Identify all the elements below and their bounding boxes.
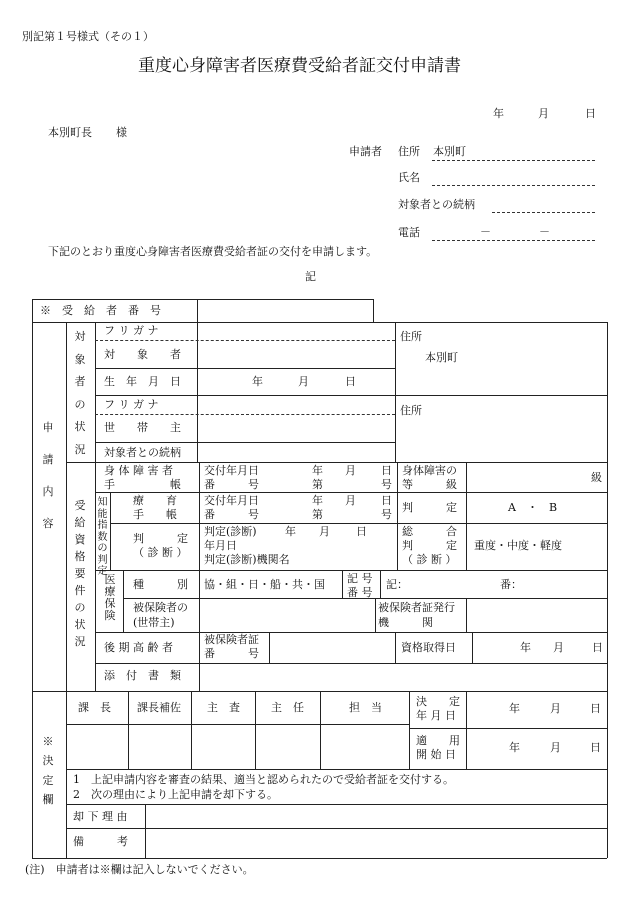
- rehab-notebook-label-1: 療 育: [133, 494, 177, 507]
- applicant-address-value[interactable]: 本別町: [433, 145, 466, 158]
- applicant-name-label: 氏名: [398, 171, 420, 184]
- overall-judgement-label-2: 判 定: [402, 539, 457, 552]
- intro-text: 下記のとおり重度心身障害者医療費受給者証の交付を申請します。: [48, 245, 378, 258]
- rehab-number-prefix: 第: [312, 508, 323, 521]
- diagnosis-label-1: 判 定: [133, 532, 188, 545]
- issuer-label-1: 被保険者証発行: [378, 601, 455, 614]
- effective-date-label-2: 開 始 日: [416, 748, 456, 761]
- eligibility-label: 受給資格要件の状況: [74, 499, 86, 649]
- rehab-issue-month: 月: [345, 494, 356, 507]
- diagnosis-date-label: 判定(診断): [204, 525, 257, 538]
- address-underline: [432, 160, 595, 161]
- name-underline[interactable]: [432, 185, 595, 186]
- insurance-type-options[interactable]: 協・組・日・船・共・国: [204, 578, 325, 591]
- approval-statement: 1 上記申請内容を審査の結果、適当と認められたので受給者証を交付する。: [73, 773, 454, 786]
- late-elderly-number-label: 番 号: [204, 647, 259, 660]
- qualification-month: 月: [553, 641, 564, 654]
- section-chief-label: 課 長: [78, 701, 111, 714]
- number-field-label: 番：: [500, 578, 522, 591]
- attachments-label: 添 付 書 類: [104, 669, 181, 682]
- chief-examiner-label: 主 査: [207, 701, 240, 714]
- disability-grade-label-2: 等 級: [402, 478, 457, 491]
- birth-month-label: 月: [298, 375, 309, 388]
- target-address-label: 住所: [400, 330, 422, 343]
- issuer-label-2: 機 関: [378, 616, 433, 629]
- qualification-date-label: 資格取得日: [401, 641, 456, 654]
- deputy-chief-label: 課長補佐: [137, 701, 181, 714]
- furigana-label: フ リ ガ ナ: [104, 324, 159, 337]
- rehab-issue-date-label: 交付年月日: [204, 494, 259, 507]
- rehab-issue-day: 日: [381, 494, 392, 507]
- householder-furigana-label: フ リ ガ ナ: [104, 398, 159, 411]
- issue-month-label: 月: [345, 464, 356, 477]
- notebook-number-label: 番 号: [204, 478, 259, 491]
- symbol-label: 記 号: [347, 572, 373, 585]
- diagnosis-month: 月: [319, 525, 330, 538]
- symbol-number-label: 番 号: [347, 586, 373, 599]
- birth-day-label: 日: [345, 375, 356, 388]
- judgement-label: 判 定: [402, 501, 457, 514]
- applicant-label: 申請者: [349, 145, 382, 158]
- diagnosis-day: 日: [356, 525, 367, 538]
- birthdate-label: 生 年 月 日: [104, 375, 181, 388]
- late-elderly-card-label: 被保険者証: [204, 633, 259, 646]
- householder-paren-label: (世帯主): [133, 616, 175, 629]
- effective-month: 月: [550, 741, 561, 754]
- issue-year-label: 年: [312, 464, 323, 477]
- number-prefix: 第: [312, 478, 323, 491]
- date-month-label: 月: [538, 107, 549, 120]
- phone-separator-2: －: [539, 225, 550, 238]
- late-elderly-label: 後 期 高 齢 者: [104, 641, 173, 654]
- applicant-address-label: 住所: [398, 145, 420, 158]
- decision-day: 日: [590, 702, 601, 715]
- decision-section-label: ※決定欄: [42, 735, 54, 806]
- recipient-number-field[interactable]: [200, 302, 370, 320]
- recipient-number-label: ※ 受 給 者 番 号: [40, 304, 161, 317]
- severity-options[interactable]: 重度・中度・軽度: [474, 539, 562, 552]
- issue-day-label: 日: [381, 464, 392, 477]
- grade-unit: 級: [591, 471, 602, 484]
- staff-in-charge-label: 担 当: [349, 701, 382, 714]
- target-address-value[interactable]: 本別町: [425, 351, 458, 364]
- qualification-year: 年: [520, 641, 531, 654]
- disability-grade-label-1: 身体障害の: [402, 464, 457, 477]
- decision-date-label-2: 年 月 日: [416, 709, 456, 722]
- rehab-notebook-label-2: 手 帳: [133, 508, 177, 521]
- date-day-label: 日: [585, 107, 596, 120]
- decision-date-label-1: 決 定: [416, 695, 460, 708]
- rejection-reason-label: 却 下 理 由: [73, 810, 128, 823]
- target-status-label: 対象者の状況: [74, 330, 86, 456]
- diagnosis-year: 年: [285, 525, 296, 538]
- rehab-number-suffix: 号: [381, 508, 392, 521]
- medical-insurance-label: 医療保険: [104, 573, 116, 623]
- applicant-relation-label: 対象者との続柄: [398, 198, 475, 211]
- senior-staff-label: 主 任: [271, 701, 304, 714]
- target-person-label: 対 象 者: [104, 348, 181, 361]
- number-suffix: 号: [381, 478, 392, 491]
- decision-month: 月: [550, 702, 561, 715]
- applicant-phone-label: 電話: [398, 226, 420, 239]
- judgement-ab-options[interactable]: A ・ B: [508, 501, 558, 514]
- iq-judgement-label: 知能指数の判定: [97, 497, 108, 577]
- diagnosis-institution-label: 判定(診断)機関名: [204, 553, 290, 566]
- symbol-field-label: 記：: [386, 578, 408, 591]
- effective-year: 年: [509, 741, 520, 754]
- insurance-type-label: 種 別: [133, 578, 188, 591]
- phone-separator-1: －: [480, 225, 491, 238]
- diagnosis-label-2: （ 診 断 ）: [133, 546, 188, 559]
- remarks-label: 備 考: [73, 835, 128, 848]
- rehab-issue-year: 年: [312, 494, 323, 507]
- physical-disability-notebook-label: 手 帳: [104, 478, 181, 491]
- addressee: 本別町長: [48, 126, 92, 139]
- relation-label: 対象者との続柄: [104, 446, 181, 459]
- ki-label: 記: [305, 270, 316, 283]
- section-shinsei-label: 申請内容: [42, 421, 54, 530]
- overall-judgement-label-3: （ 診 断 ）: [402, 553, 457, 566]
- rehab-number-label: 番 号: [204, 508, 259, 521]
- page-title: 重度心身障害者医療費受給者証交付申請書: [138, 56, 461, 76]
- date-year-label: 年: [493, 107, 504, 120]
- relation-underline[interactable]: [492, 212, 595, 213]
- insured-person-label: 被保険者の: [133, 601, 188, 614]
- rejection-statement: 2 次の理由により上記申請を却下する。: [73, 788, 278, 801]
- qualification-day: 日: [592, 641, 603, 654]
- birth-year-label: 年: [252, 375, 263, 388]
- effective-day: 日: [590, 741, 601, 754]
- phone-underline[interactable]: [432, 240, 595, 241]
- addressee-honorific: 様: [116, 126, 127, 139]
- physical-disability-label: 身 体 障 害 者: [104, 464, 173, 477]
- footnote: (注) 申請者は※欄は記入しないでください。: [25, 863, 254, 876]
- overall-judgement-label-1: 総 合: [402, 525, 457, 538]
- householder-label: 世 帯 主: [104, 421, 181, 434]
- form-number: 別記第１号様式（その１）: [22, 30, 154, 43]
- diagnosis-ymd-label: 年月日: [204, 539, 237, 552]
- issue-date-label: 交付年月日: [204, 464, 259, 477]
- decision-year: 年: [509, 702, 520, 715]
- householder-address-label: 住所: [400, 404, 422, 417]
- effective-date-label-1: 適 用: [416, 734, 460, 747]
